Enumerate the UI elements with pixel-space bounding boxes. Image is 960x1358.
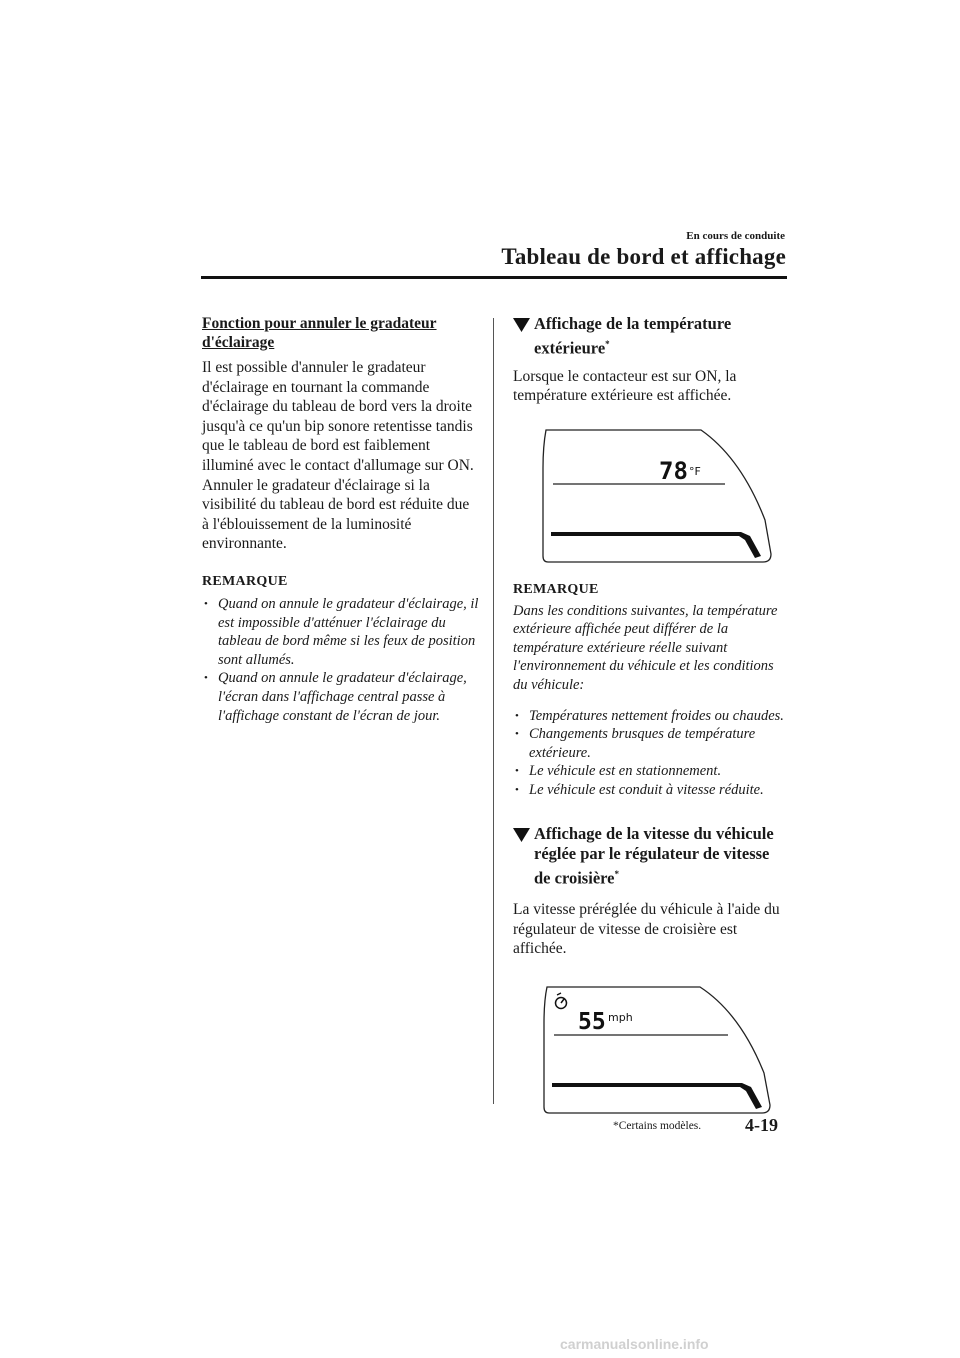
asterisk-mark: *	[605, 339, 610, 349]
watermark: carmanualsonline.info	[560, 1336, 709, 1352]
header-rule	[201, 276, 787, 279]
outside-temp-paragraph: Lorsque le contacteur est sur ON, la température extérieure est affichée.	[513, 367, 737, 405]
temperature-value: 78	[659, 456, 688, 485]
bullet-icon: •	[204, 597, 208, 610]
note-heading: REMARQUE	[202, 573, 288, 589]
bullet-icon: •	[515, 784, 519, 797]
bullet-icon: •	[204, 672, 208, 685]
note-item: • Quand on annule le gradateur d'éclairage, il est impossible d'atténuer l'éclairage du tableau de bord même si les feux de position sont allumés.	[204, 595, 479, 668]
asterisk-mark: *	[614, 868, 619, 879]
page-title: Tableau de bord et affichage	[501, 244, 786, 269]
note-item: • Changements brusques de température extérieure.	[515, 726, 756, 761]
temperature-note-text: Dans les conditions suivantes, la température extérieure affichée peut différer de la température extérieure réelle suivant l'environnement du véhicule et les conditions du véhicule:	[513, 602, 778, 694]
outside-temp-heading: Affichage de la température extérieure*	[513, 314, 789, 359]
note-item: • Le véhicule est en stationnement.	[515, 763, 722, 780]
bullet-icon: •	[515, 709, 519, 722]
column-divider	[493, 318, 494, 1104]
dimmer-cancel-paragraph: Il est possible d'annuler le gradateur d'éclairage en tournant la commande d'éclairage du tableau de bord vers la droite jusqu'à ce qu'un bip sonore retentisse tandis que le tableau de bord est faiblement illuminé avec le contact d'allumage sur ON. Annuler le gradateur d'éclairage si la visibilité du tableau de bord est réduite due à l'éblouissement de la luminosité environnante.	[202, 359, 474, 553]
triangle-down-icon	[513, 827, 530, 847]
left-column	[202, 314, 480, 725]
cruise-control-icon	[556, 993, 567, 1009]
note-item: • Le véhicule est conduit à vitesse réduite.	[515, 782, 764, 799]
cruise-speed-heading: Affichage de la vitesse du véhicule réglée par le régulateur de vitesse de croisière*	[513, 824, 789, 889]
note-item: • Quand on annule le gradateur d'éclairage, l'écran dans l'affichage central passe à l'affichage constant de l'écran de jour.	[204, 670, 467, 724]
right-note-list	[513, 707, 789, 800]
bullet-icon: •	[515, 765, 519, 778]
note-item: • Températures nettement froides ou chaudes.	[515, 707, 784, 724]
cruise-speed-unit: mph	[608, 1010, 633, 1024]
bullet-icon: •	[515, 728, 519, 741]
note-heading: REMARQUE	[513, 581, 599, 597]
header-section: En cours de conduite	[686, 230, 785, 242]
right-column	[513, 314, 789, 1115]
cruise-speed-value: 55	[578, 1008, 606, 1035]
temperature-display-illustration	[519, 428, 783, 564]
dimmer-cancel-heading: Fonction pour annuler le gradateur d'éclairage	[202, 315, 437, 351]
left-note-list	[202, 595, 480, 725]
cruise-speed-display-illustration	[520, 985, 782, 1115]
temperature-unit: °F	[689, 464, 701, 478]
triangle-down-icon	[513, 317, 530, 337]
footer-note: *Certains modèles.	[613, 1120, 702, 1132]
cruise-speed-paragraph: La vitesse préréglée du véhicule à l'aide du régulateur de vitesse de croisière est affichée.	[513, 901, 780, 958]
page-number: 4-19	[745, 1115, 778, 1135]
